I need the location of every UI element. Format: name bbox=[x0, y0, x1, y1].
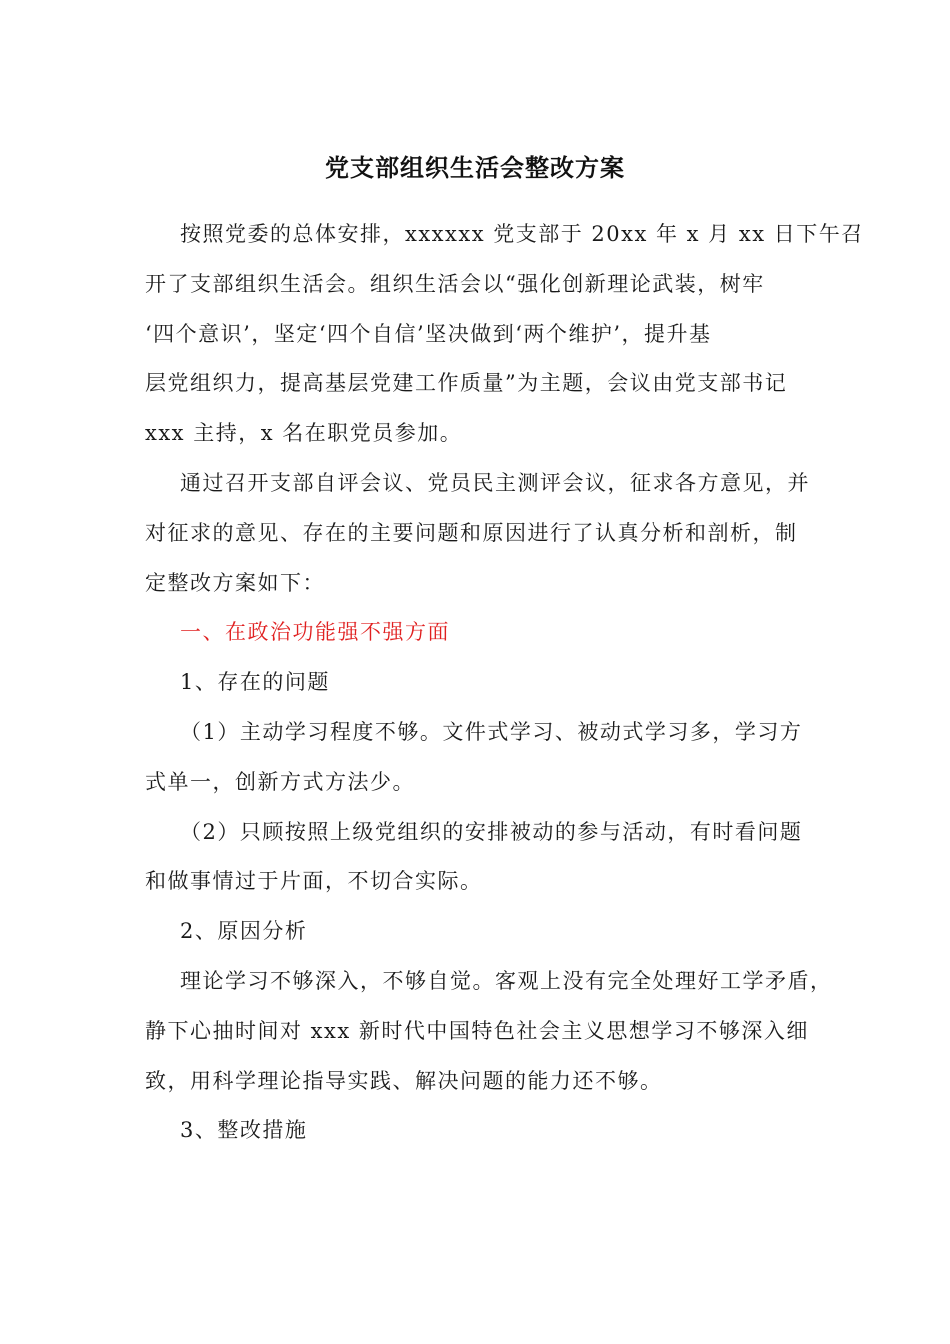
paragraph-line: 按照党委的总体安排，xxxxxx 党支部于 20xx 年 x 月 xx 日下午召 bbox=[180, 222, 864, 246]
subheading-measures bbox=[145, 1106, 825, 1156]
paragraph-line: 通过召开支部自评会议、党员民主测评会议，征求各方意见，并 bbox=[180, 470, 810, 495]
paragraph-line: 理论学习不够深入，不够自觉。客观上没有完全处理好工学矛盾， bbox=[180, 968, 833, 993]
paragraph-line: xxx 主持，x 名在职党员参加。 bbox=[145, 421, 463, 446]
list-item bbox=[145, 708, 825, 808]
page-title: 党支部组织生活会整改方案 bbox=[325, 153, 625, 182]
section-heading bbox=[145, 608, 825, 658]
paragraph-line: 层党组织力，提高基层党建工作质量”为主题，会议由党支部书记 bbox=[145, 371, 788, 396]
subheading-text: 3、整改措施 bbox=[180, 1118, 308, 1143]
paragraph-line: （1）主动学习程度不够。文件式学习、被动式学习多，学习方 bbox=[180, 719, 803, 744]
paragraph-line: 静下心抽时间对 xxx 新时代中国特色社会主义思想学习不够深入细 bbox=[145, 1018, 809, 1043]
document-body bbox=[145, 210, 864, 1156]
paragraph-line: ‘四个意识’，坚定‘四个自信’坚决做到‘两个维护’，提升基 bbox=[145, 321, 712, 346]
subheading-text: 2、原因分析 bbox=[180, 919, 308, 944]
list-item bbox=[145, 808, 825, 908]
paragraph-line: 和做事情过于片面，不切合实际。 bbox=[145, 869, 483, 894]
paragraph-line: 致，用科学理论指导实践、解决问题的能力还不够。 bbox=[145, 1068, 663, 1093]
subheading-problems bbox=[145, 658, 825, 708]
paragraph-line: 开了支部组织生活会。组织生活会以“强化创新理论武装，树牢 bbox=[145, 271, 765, 296]
section-heading-text: 一、在政治功能强不强方面 bbox=[180, 620, 450, 645]
paragraph-line: 式单一，创新方式方法少。 bbox=[145, 769, 415, 794]
paragraph-line: （2）只顾按照上级党组织的安排被动的参与活动，有时看问题 bbox=[180, 819, 803, 844]
paragraph-line: 对征求的意见、存在的主要问题和原因进行了认真分析和剖析，制 bbox=[145, 520, 798, 545]
paragraph-causes bbox=[145, 957, 833, 1106]
paragraph-process bbox=[145, 459, 825, 608]
paragraph-line: 定整改方案如下： bbox=[145, 570, 325, 595]
subheading-causes bbox=[145, 907, 825, 957]
paragraph-intro bbox=[145, 210, 864, 459]
subheading-text: 1、存在的问题 bbox=[180, 670, 330, 695]
